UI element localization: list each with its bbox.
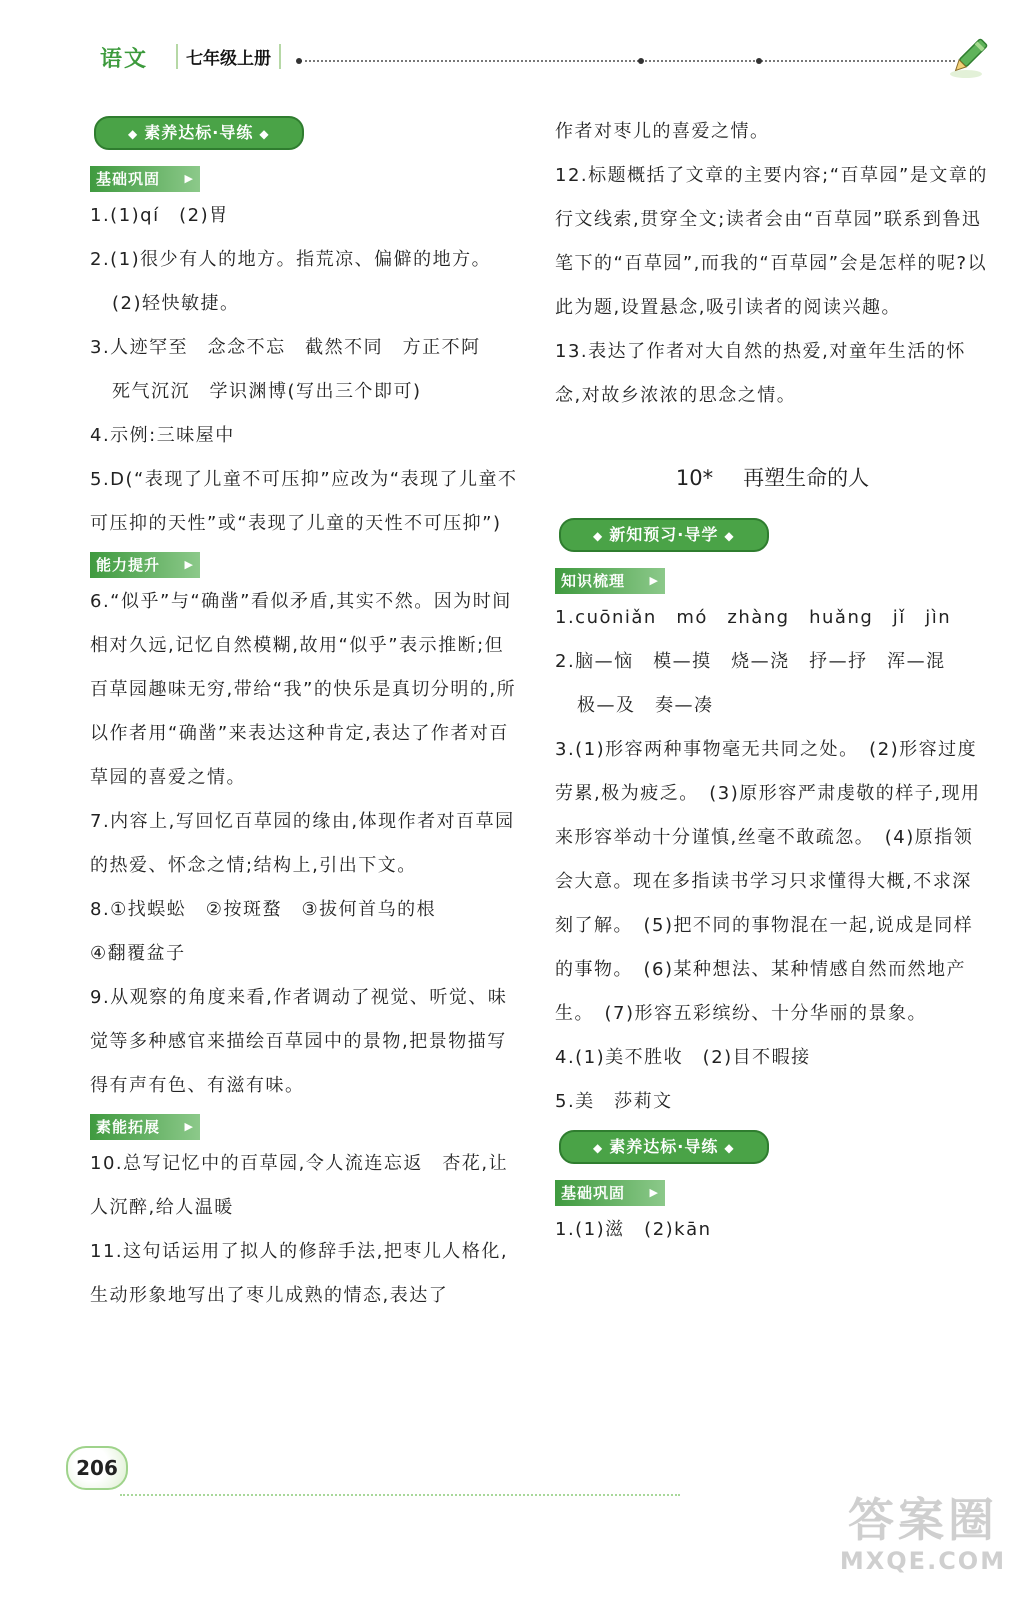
header-rule-dot (638, 58, 644, 64)
diamond-icon: ◆ (724, 529, 735, 543)
answer-text: 极—及 奏—凑 (577, 695, 714, 716)
subsection-tag (90, 1114, 200, 1140)
lesson-name: 再塑生命的人 (743, 466, 870, 490)
diamond-icon: ◆ (593, 529, 604, 543)
answer-text: 12.标题概括了文章的主要内容;“百草园”是文章的行文线索,贯穿全文;读者会由“百草园”联系到鲁迅笔下的“百草园”,而我的“百草园”会是怎样的呢?以此为题,设置悬念,吸引读者的阅读兴趣。 (555, 165, 988, 318)
subsection-tag-label: 知识梳理 (561, 572, 626, 590)
header-rule (300, 60, 955, 62)
footer-rule (120, 1494, 680, 1496)
page-header (0, 0, 1035, 90)
lesson-number: 10* (675, 466, 714, 490)
play-triangle-icon: ▶ (184, 558, 194, 571)
section-banner-label: 新知预习·导学 (609, 525, 719, 544)
subsection-tag-label: 能力提升 (96, 556, 161, 574)
answer-text: 4.(1)美不胜收 (2)目不暇接 (555, 1047, 811, 1068)
answer-text: 3.人迹罕至 念念不忘 截然不同 方正不阿 (90, 337, 481, 358)
section-banner (559, 518, 769, 552)
answer-text: 10.总写记忆中的百草园,令人流连忘返 杏花,让人沉醉,给人温暖 (90, 1153, 509, 1218)
subsection-tag-label: 素能拓展 (96, 1118, 161, 1136)
answer-text: 11.这句话运用了拟人的修辞手法,把枣儿人格化,生动形象地写出了枣儿成熟的情态,表达了 (90, 1241, 509, 1306)
answer-text: 1.cuōniǎn mó zhàng huǎng jǐ jìn (555, 607, 952, 628)
answer-text: 4.示例:三味屋中 (90, 425, 235, 446)
answer-text: 5.D(“表现了儿童不可压抑”应改为“表现了儿童不可压抑的天性”或“表现了儿童的天性不可压抑”) (90, 469, 518, 534)
answer-text: 9.从观察的角度来看,作者调动了视觉、听觉、味觉等多种感官来描绘百草园中的景物,把景物描写得有声有色、有滋有味。 (90, 987, 508, 1096)
subsection-tag-label: 基础巩固 (561, 1184, 626, 1202)
header-rule-dot (296, 58, 302, 64)
answer-text: 1.(1)qí (2)胃 (90, 205, 229, 226)
right-column (555, 110, 990, 1252)
answer-text: 7.内容上,写回忆百草园的缘由,体现作者对百草园的热爱、怀念之情;结构上,引出下文。 (90, 811, 515, 876)
section-banner (94, 116, 304, 150)
play-triangle-icon: ▶ (649, 1186, 659, 1199)
diamond-icon: ◆ (593, 1141, 604, 1155)
header-rule-dot (756, 58, 762, 64)
section-banner-label: 素养达标·导练 (609, 1137, 719, 1156)
grade-label: 七年级上册 (176, 44, 281, 69)
diamond-icon: ◆ (724, 1141, 735, 1155)
answer-text: 作者对枣儿的喜爱之情。 (555, 121, 770, 142)
answer-text: 3.(1)形容两种事物毫无共同之处。 (2)形容过度劳累,极为疲乏。 (3)原形容严肃虔敬的样子,现用来形容举动十分谨慎,丝毫不敢疏忽。 (4)原指领会大意。现在多指读书学习只求懂得大概,不求深刻了解。 (5)把不同的事物混在一起,说成是同样的事物。 (6)某种想法、某种情感自然而然地产生。 (7)形容五彩缤纷、十分华丽的景象。 (555, 739, 981, 1024)
subsection-tag (555, 1180, 665, 1206)
answer-text: 1.(1)滋 (2)kān (555, 1219, 712, 1240)
answer-text: 6.“似乎”与“确凿”看似矛盾,其实不然。因为时间相对久远,记忆自然模糊,故用“似乎”表示推断;但百草园趣味无穷,带给“我”的快乐是真切分明的,所以作者用“确凿”来表达这种肯定,表达了作者对百草园的喜爱之情。 (90, 591, 517, 788)
play-triangle-icon: ▶ (184, 172, 194, 185)
diamond-icon: ◆ (259, 127, 270, 141)
answer-text: (2)轻快敏捷。 (112, 293, 240, 314)
answer-text: 8.①找蜈蚣 ②按斑蝥 ③拔何首乌的根 (90, 899, 437, 920)
diamond-icon: ◆ (128, 127, 139, 141)
subsection-tag (90, 166, 200, 192)
answer-text: 2.脑—恼 模—摸 烧—浇 抒—抒 浑—混 (555, 651, 946, 672)
lesson-title (555, 462, 990, 492)
answer-text: ④翻覆盆子 (90, 943, 186, 964)
section-banner (559, 1130, 769, 1164)
pen-icon (948, 34, 990, 80)
play-triangle-icon: ▶ (649, 574, 659, 587)
section-banner-label: 素养达标·导练 (144, 123, 254, 142)
watermark-logo: 答案圈 MXQE.COM (839, 1493, 1007, 1575)
subject-label: 语文 (100, 47, 149, 72)
play-triangle-icon: ▶ (184, 1120, 194, 1133)
left-column (90, 110, 520, 1318)
answer-text: 死气沉沉 学识渊博(写出三个即可) (112, 381, 422, 402)
answer-text: 13.表达了作者对大自然的热爱,对童年生活的怀念,对故乡浓浓的思念之情。 (555, 341, 966, 406)
answer-text: 5.美 莎莉文 (555, 1091, 673, 1112)
subsection-tag-label: 基础巩固 (96, 170, 161, 188)
subsection-tag (90, 552, 200, 578)
subsection-tag (555, 568, 665, 594)
answer-text: 2.(1)很少有人的地方。指荒凉、偏僻的地方。 (90, 249, 492, 270)
page-number: 206 (66, 1446, 128, 1490)
